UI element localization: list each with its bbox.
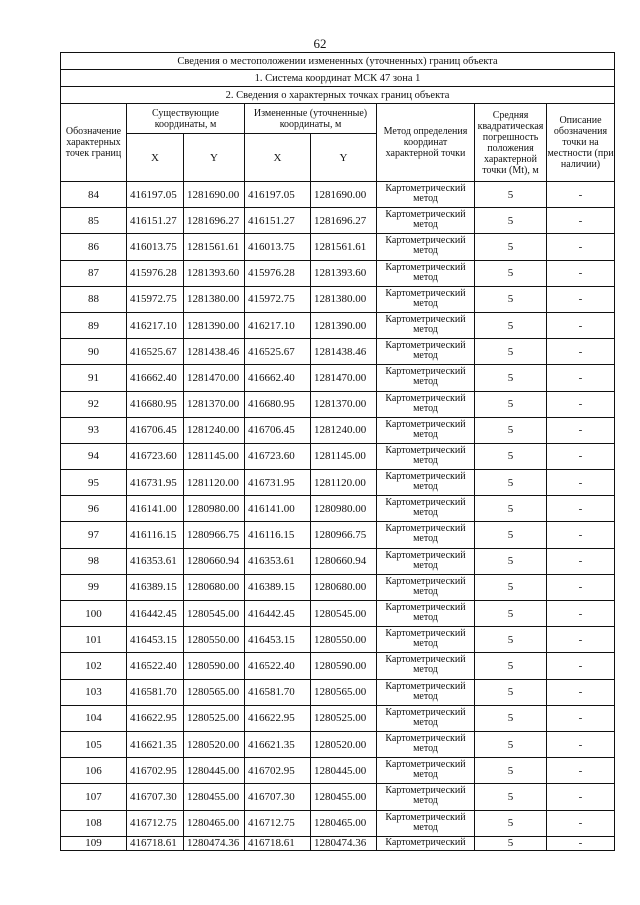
existing-x-cell: 416116.15 (127, 522, 184, 548)
changed-x-cell: 416151.27 (245, 208, 311, 234)
method-cell: Картометрический метод (377, 810, 475, 836)
method-cell: Картометрический метод (377, 731, 475, 757)
method-cell: Картометрический метод (377, 627, 475, 653)
changed-y-cell: 1280474.36 (311, 836, 377, 850)
table-row (61, 731, 615, 757)
existing-y-cell: 1281690.00 (184, 182, 245, 208)
description-cell: - (547, 522, 615, 548)
method-cell: Картометрический метод (377, 443, 475, 469)
description-cell: - (547, 234, 615, 260)
existing-x-cell: 416217.10 (127, 312, 184, 338)
point-number-cell: 96 (61, 496, 127, 522)
point-number-cell: 86 (61, 234, 127, 260)
existing-x-cell: 416731.95 (127, 470, 184, 496)
header-error: Средняя квадратическая погрешность положения характерной точки (Mt), м (475, 104, 547, 182)
changed-y-cell: 1281561.61 (311, 234, 377, 260)
existing-y-cell: 1280980.00 (184, 496, 245, 522)
changed-x-cell: 416116.15 (245, 522, 311, 548)
existing-x-cell: 416453.15 (127, 627, 184, 653)
changed-x-cell: 416718.61 (245, 836, 311, 850)
table-row (61, 601, 615, 627)
changed-x-cell: 416581.70 (245, 679, 311, 705)
point-number-cell: 90 (61, 339, 127, 365)
point-number-cell: 107 (61, 784, 127, 810)
point-number-cell: 84 (61, 182, 127, 208)
changed-y-cell: 1281380.00 (311, 286, 377, 312)
existing-x-cell: 416680.95 (127, 391, 184, 417)
changed-x-cell: 416731.95 (245, 470, 311, 496)
existing-x-cell: 416718.61 (127, 836, 184, 850)
existing-y-cell: 1281240.00 (184, 417, 245, 443)
method-cell: Картометрический метод (377, 522, 475, 548)
error-value-cell: 5 (475, 182, 547, 208)
changed-x-cell: 416442.45 (245, 601, 311, 627)
existing-y-cell: 1280680.00 (184, 574, 245, 600)
changed-y-cell: 1281690.00 (311, 182, 377, 208)
method-cell: Картометрический метод (377, 548, 475, 574)
changed-y-cell: 1280520.00 (311, 731, 377, 757)
method-cell: Картометрический метод (377, 260, 475, 286)
description-cell: - (547, 836, 615, 850)
changed-x-cell: 416723.60 (245, 443, 311, 469)
table-title: Сведения о местоположении измененных (уточненных) границ объекта (61, 53, 615, 70)
error-value-cell: 5 (475, 574, 547, 600)
changed-y-cell: 1280445.00 (311, 758, 377, 784)
existing-x-cell: 416622.95 (127, 705, 184, 731)
point-number-cell: 105 (61, 731, 127, 757)
changed-y-cell: 1280545.00 (311, 601, 377, 627)
changed-x-cell: 416389.15 (245, 574, 311, 600)
changed-x-cell: 416706.45 (245, 417, 311, 443)
description-cell: - (547, 758, 615, 784)
existing-x-cell: 416442.45 (127, 601, 184, 627)
existing-y-cell: 1281120.00 (184, 470, 245, 496)
existing-x-cell: 416581.70 (127, 679, 184, 705)
changed-y-cell: 1280966.75 (311, 522, 377, 548)
changed-x-cell: 416712.75 (245, 810, 311, 836)
table-row (61, 627, 615, 653)
point-number-cell: 103 (61, 679, 127, 705)
point-number-cell: 101 (61, 627, 127, 653)
changed-x-cell: 416622.95 (245, 705, 311, 731)
error-value-cell: 5 (475, 653, 547, 679)
method-cell: Картометрический метод (377, 758, 475, 784)
method-cell: Картометрический метод (377, 417, 475, 443)
header-method: Метод определения координат характерной точки (377, 104, 475, 182)
changed-y-cell: 1281120.00 (311, 470, 377, 496)
changed-y-cell: 1280660.94 (311, 548, 377, 574)
changed-y-cell: 1281145.00 (311, 443, 377, 469)
point-number-cell: 91 (61, 365, 127, 391)
error-value-cell: 5 (475, 758, 547, 784)
error-value-cell: 5 (475, 548, 547, 574)
changed-x-cell: 416525.67 (245, 339, 311, 365)
changed-y-cell: 1281390.00 (311, 312, 377, 338)
changed-x-cell: 415972.75 (245, 286, 311, 312)
existing-x-cell: 416013.75 (127, 234, 184, 260)
table-row (61, 286, 615, 312)
existing-y-cell: 1281145.00 (184, 443, 245, 469)
method-cell: Картометрический метод (377, 312, 475, 338)
error-value-cell: 5 (475, 810, 547, 836)
error-value-cell: 5 (475, 339, 547, 365)
existing-x-cell: 416522.40 (127, 653, 184, 679)
point-number-cell: 97 (61, 522, 127, 548)
changed-x-cell: 416707.30 (245, 784, 311, 810)
point-number-cell: 104 (61, 705, 127, 731)
error-value-cell: 5 (475, 208, 547, 234)
point-number-cell: 99 (61, 574, 127, 600)
changed-x-cell: 416680.95 (245, 391, 311, 417)
table-row (61, 810, 615, 836)
changed-x-cell: 416013.75 (245, 234, 311, 260)
existing-y-cell: 1280590.00 (184, 653, 245, 679)
changed-y-cell: 1281696.27 (311, 208, 377, 234)
existing-y-cell: 1281393.60 (184, 260, 245, 286)
table-row (61, 496, 615, 522)
description-cell: - (547, 417, 615, 443)
existing-x-cell: 416389.15 (127, 574, 184, 600)
existing-y-cell: 1281561.61 (184, 234, 245, 260)
table-row (61, 234, 615, 260)
table-row (61, 391, 615, 417)
description-cell: - (547, 731, 615, 757)
table-row (61, 312, 615, 338)
point-number-cell: 106 (61, 758, 127, 784)
point-number-cell: 109 (61, 836, 127, 850)
changed-y-cell: 1281370.00 (311, 391, 377, 417)
table-row (61, 417, 615, 443)
existing-y-cell: 1281370.00 (184, 391, 245, 417)
error-value-cell: 5 (475, 391, 547, 417)
existing-y-cell: 1281438.46 (184, 339, 245, 365)
existing-x-cell: 416151.27 (127, 208, 184, 234)
page-number: 62 (313, 36, 327, 51)
changed-x-cell: 416522.40 (245, 653, 311, 679)
header-existing-y: Y (184, 134, 245, 182)
method-cell: Картометрический метод (377, 365, 475, 391)
error-value-cell: 5 (475, 365, 547, 391)
method-cell: Картометрический метод (377, 574, 475, 600)
header-changed-x: X (245, 134, 311, 182)
error-value-cell: 5 (475, 496, 547, 522)
point-number-cell: 94 (61, 443, 127, 469)
header-changed-coordinates: Измененные (уточненные) координаты, м (245, 104, 377, 134)
existing-y-cell: 1280660.94 (184, 548, 245, 574)
existing-y-cell: 1280550.00 (184, 627, 245, 653)
point-number-cell: 92 (61, 391, 127, 417)
existing-y-cell: 1280474.36 (184, 836, 245, 850)
point-number-cell: 102 (61, 653, 127, 679)
table-row (61, 758, 615, 784)
existing-y-cell: 1281380.00 (184, 286, 245, 312)
description-cell: - (547, 208, 615, 234)
error-value-cell: 5 (475, 601, 547, 627)
changed-y-cell: 1281393.60 (311, 260, 377, 286)
changed-y-cell: 1281470.00 (311, 365, 377, 391)
error-value-cell: 5 (475, 470, 547, 496)
existing-y-cell: 1280966.75 (184, 522, 245, 548)
boundary-points-table (60, 52, 615, 851)
header-designation: Обозначение характерных точек границ (61, 104, 127, 182)
point-number-cell: 89 (61, 312, 127, 338)
table-row (61, 836, 615, 850)
changed-x-cell: 416662.40 (245, 365, 311, 391)
existing-x-cell: 416621.35 (127, 731, 184, 757)
point-number-cell: 85 (61, 208, 127, 234)
description-cell: - (547, 705, 615, 731)
section-characteristic-points: 2. Сведения о характерных точках границ объекта (61, 87, 615, 104)
header-existing-coordinates: Существующие координаты, м (127, 104, 245, 134)
changed-y-cell: 1280465.00 (311, 810, 377, 836)
description-cell: - (547, 548, 615, 574)
section-coordinate-system: 1. Система координат МСК 47 зона 1 (61, 70, 615, 87)
method-cell: Картометрический метод (377, 208, 475, 234)
description-cell: - (547, 574, 615, 600)
changed-x-cell: 416453.15 (245, 627, 311, 653)
error-value-cell: 5 (475, 260, 547, 286)
existing-y-cell: 1281470.00 (184, 365, 245, 391)
changed-x-cell: 416197.05 (245, 182, 311, 208)
header-changed-y: Y (311, 134, 377, 182)
existing-x-cell: 416707.30 (127, 784, 184, 810)
table-row (61, 208, 615, 234)
description-cell: - (547, 470, 615, 496)
error-value-cell: 5 (475, 522, 547, 548)
header-description: Описание обозначения точки на местности (при наличии) (547, 104, 615, 182)
description-cell: - (547, 182, 615, 208)
error-value-cell: 5 (475, 705, 547, 731)
description-cell: - (547, 810, 615, 836)
error-value-cell: 5 (475, 679, 547, 705)
description-cell: - (547, 601, 615, 627)
description-cell: - (547, 784, 615, 810)
error-value-cell: 5 (475, 784, 547, 810)
existing-x-cell: 416702.95 (127, 758, 184, 784)
error-value-cell: 5 (475, 836, 547, 850)
description-cell: - (547, 653, 615, 679)
method-cell: Картометрический метод (377, 705, 475, 731)
point-number-cell: 93 (61, 417, 127, 443)
changed-x-cell: 415976.28 (245, 260, 311, 286)
method-cell: Картометрический метод (377, 391, 475, 417)
changed-y-cell: 1281240.00 (311, 417, 377, 443)
description-cell: - (547, 339, 615, 365)
table-row (61, 339, 615, 365)
description-cell: - (547, 627, 615, 653)
existing-y-cell: 1280445.00 (184, 758, 245, 784)
table-row (61, 653, 615, 679)
point-number-cell: 87 (61, 260, 127, 286)
changed-y-cell: 1280590.00 (311, 653, 377, 679)
changed-y-cell: 1280525.00 (311, 705, 377, 731)
description-cell: - (547, 365, 615, 391)
existing-x-cell: 416141.00 (127, 496, 184, 522)
method-cell: Картометрический метод (377, 679, 475, 705)
point-number-cell: 88 (61, 286, 127, 312)
table-row (61, 182, 615, 208)
existing-y-cell: 1280565.00 (184, 679, 245, 705)
table-row (61, 470, 615, 496)
existing-x-cell: 415976.28 (127, 260, 184, 286)
method-cell: Картометрический метод (377, 653, 475, 679)
existing-y-cell: 1280455.00 (184, 784, 245, 810)
changed-x-cell: 416702.95 (245, 758, 311, 784)
existing-x-cell: 416197.05 (127, 182, 184, 208)
description-cell: - (547, 312, 615, 338)
method-cell: Картометрический метод (377, 234, 475, 260)
point-number-cell: 100 (61, 601, 127, 627)
error-value-cell: 5 (475, 443, 547, 469)
changed-x-cell: 416141.00 (245, 496, 311, 522)
existing-y-cell: 1281390.00 (184, 312, 245, 338)
point-number-cell: 98 (61, 548, 127, 574)
description-cell: - (547, 260, 615, 286)
table-row (61, 260, 615, 286)
existing-y-cell: 1280525.00 (184, 705, 245, 731)
point-number-cell: 95 (61, 470, 127, 496)
table-row (61, 705, 615, 731)
table-row (61, 443, 615, 469)
changed-y-cell: 1280550.00 (311, 627, 377, 653)
description-cell: - (547, 443, 615, 469)
table-row (61, 679, 615, 705)
method-cell: Картометрический метод (377, 496, 475, 522)
existing-x-cell: 415972.75 (127, 286, 184, 312)
existing-y-cell: 1280520.00 (184, 731, 245, 757)
changed-y-cell: 1281438.46 (311, 339, 377, 365)
changed-x-cell: 416621.35 (245, 731, 311, 757)
method-cell: Картометрический метод (377, 601, 475, 627)
method-cell: Картометрический (377, 836, 475, 850)
description-cell: - (547, 496, 615, 522)
existing-x-cell: 416353.61 (127, 548, 184, 574)
table-row (61, 784, 615, 810)
method-cell: Картометрический метод (377, 182, 475, 208)
error-value-cell: 5 (475, 286, 547, 312)
method-cell: Картометрический метод (377, 784, 475, 810)
method-cell: Картометрический метод (377, 339, 475, 365)
table-row (61, 365, 615, 391)
error-value-cell: 5 (475, 312, 547, 338)
existing-x-cell: 416525.67 (127, 339, 184, 365)
existing-y-cell: 1280545.00 (184, 601, 245, 627)
existing-x-cell: 416712.75 (127, 810, 184, 836)
existing-x-cell: 416723.60 (127, 443, 184, 469)
header-existing-x: X (127, 134, 184, 182)
existing-x-cell: 416706.45 (127, 417, 184, 443)
table-row (61, 548, 615, 574)
table-row (61, 574, 615, 600)
existing-y-cell: 1280465.00 (184, 810, 245, 836)
changed-x-cell: 416217.10 (245, 312, 311, 338)
error-value-cell: 5 (475, 627, 547, 653)
changed-y-cell: 1280680.00 (311, 574, 377, 600)
description-cell: - (547, 679, 615, 705)
changed-x-cell: 416353.61 (245, 548, 311, 574)
description-cell: - (547, 286, 615, 312)
changed-y-cell: 1280455.00 (311, 784, 377, 810)
changed-y-cell: 1280980.00 (311, 496, 377, 522)
changed-y-cell: 1280565.00 (311, 679, 377, 705)
method-cell: Картометрический метод (377, 286, 475, 312)
error-value-cell: 5 (475, 234, 547, 260)
description-cell: - (547, 391, 615, 417)
method-cell: Картометрический метод (377, 470, 475, 496)
table-row (61, 522, 615, 548)
error-value-cell: 5 (475, 731, 547, 757)
error-value-cell: 5 (475, 417, 547, 443)
point-number-cell: 108 (61, 810, 127, 836)
existing-y-cell: 1281696.27 (184, 208, 245, 234)
existing-x-cell: 416662.40 (127, 365, 184, 391)
